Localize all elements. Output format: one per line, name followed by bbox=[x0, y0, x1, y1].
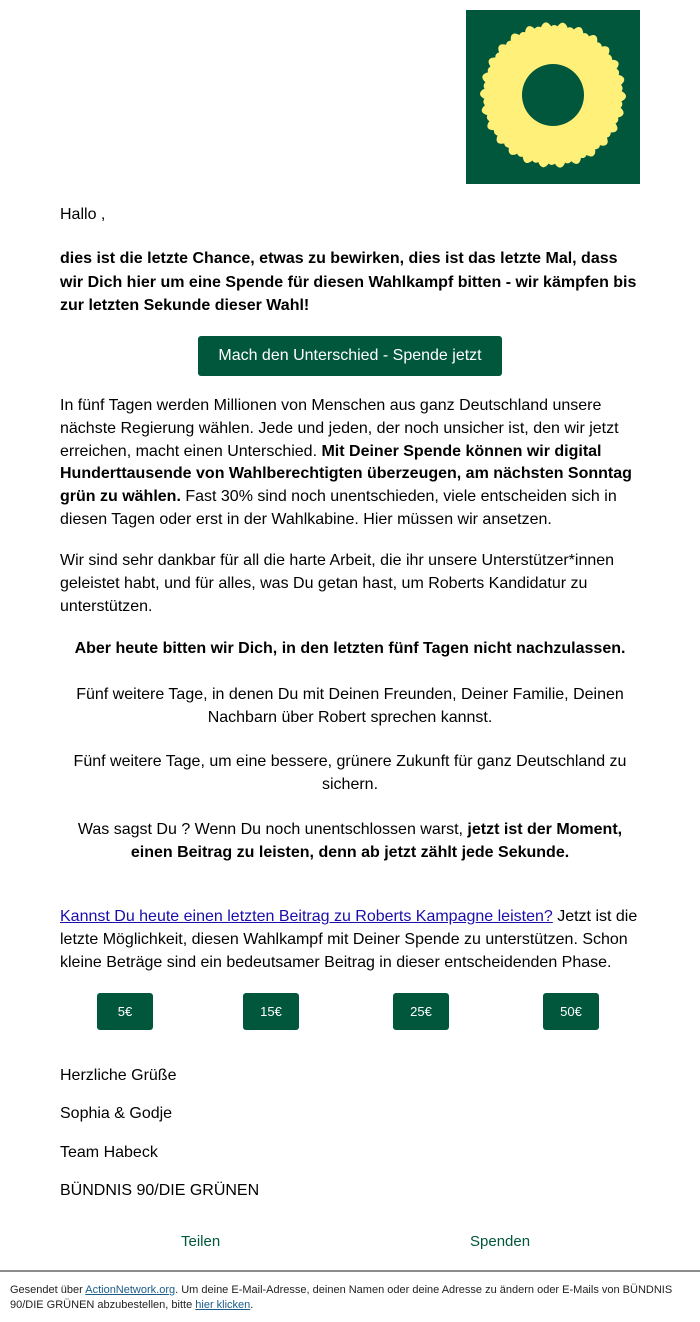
paragraph-election-text-1: In fünf Tagen werden Millionen von Menschen aus ganz Deutschland unsere nächste Regierung wählen. Jede und jeden, der noch unsicher ist, den wir jetzt erreichen, macht einen Unterschied. bbox=[60, 397, 619, 460]
signature-party: BÜNDNIS 90/DIE GRÜNEN bbox=[60, 1182, 260, 1199]
amount-button-15[interactable]: 15€ bbox=[243, 993, 299, 1030]
party-logo bbox=[466, 10, 640, 184]
signature-names: Sophia & Godje bbox=[60, 1105, 173, 1122]
signature-closing: Herzliche Grüße bbox=[60, 1067, 177, 1084]
paragraph-moment bbox=[70, 819, 630, 865]
paragraph-election-bold: Mit Deiner Spende können wir digital Hunderttausende von Wahlberechtigten überzeugen, am nächsten Sonntag grün zu wählen. bbox=[60, 442, 632, 506]
greeting: Hallo , bbox=[60, 206, 106, 223]
contribute-link[interactable]: Kannst Du heute einen letzten Beitrag zu Roberts Kampagne leisten? bbox=[60, 908, 553, 925]
footer-divider bbox=[0, 1270, 700, 1272]
footer-notice bbox=[10, 1283, 680, 1313]
paragraph-contribute-text: Jetzt ist die letzte Möglichkeit, diesen Wahlkampf mit Deiner Spende zu unterstützen. Schon kleine Beträge sind ein bedeutsamer Beitrag in dieser entscheidenden Phase. bbox=[60, 908, 638, 971]
paragraph-five-days-2: Fünf weitere Tage, um eine bessere, grünere Zukunft für ganz Deutschland zu sichern. bbox=[73, 753, 627, 793]
footer-end: . bbox=[250, 1299, 254, 1311]
amount-button-25[interactable]: 25€ bbox=[393, 993, 449, 1030]
footer-text: . Um deine E-Mail-Adresse, deinen Namen oder deine Adresse zu ändern oder E-Mails von BÜNDNIS 90/DIE GRÜNEN abzubestellen, bitte bbox=[10, 1284, 673, 1311]
amount-button-5[interactable]: 5€ bbox=[97, 993, 153, 1030]
paragraph-moment-text: Was sagst Du ? Wenn Du noch unentschlossen warst, bbox=[77, 821, 468, 838]
unsubscribe-link[interactable]: hier klicken bbox=[195, 1299, 251, 1311]
donate-link[interactable]: Spenden bbox=[470, 1233, 531, 1250]
signature-team: Team Habeck bbox=[60, 1144, 158, 1161]
share-link[interactable]: Teilen bbox=[181, 1233, 221, 1250]
paragraph-election-text-2: Fast 30% sind noch unentschieden, viele entscheiden sich in diesen Tagen oder erst in der Wahlkabine. Hier müssen wir ansetzen. bbox=[60, 488, 617, 528]
actionnetwork-link[interactable]: ActionNetwork.org bbox=[85, 1284, 176, 1296]
paragraph-election bbox=[60, 395, 640, 532]
sunflower-icon bbox=[466, 10, 640, 184]
footer-sent-via: Gesendet über bbox=[10, 1284, 86, 1296]
lead-paragraph: dies ist die letzte Chance, etwas zu bewirken, dies ist das letzte Mal, dass wir Dich hier um eine Spende für diesen Wahlkampf bitten - wir kämpfen bis zur letzten Sekunde dieser Wahl! bbox=[60, 250, 637, 314]
paragraph-contribute bbox=[60, 906, 640, 974]
paragraph-thanks: Wir sind sehr dankbar für all die harte Arbeit, die ihr unsere Unterstützer*innen geleistet habt, und für alles, was Du getan hast, um Roberts Kandidatur zu unterstützen. bbox=[60, 552, 615, 615]
paragraph-moment-bold: jetzt ist der Moment, einen Beitrag zu leisten, denn ab jetzt zählt jede Sekunde. bbox=[130, 821, 623, 861]
amount-button-50[interactable]: 50€ bbox=[543, 993, 599, 1030]
paragraph-five-days-1: Fünf weitere Tage, in denen Du mit Deinen Freunden, Deiner Familie, Deinen Nachbarn über Robert sprechen kannst. bbox=[76, 686, 624, 726]
paragraph-appeal: Aber heute bitten wir Dich, in den letzten fünf Tagen nicht nachzulassen. bbox=[74, 640, 626, 657]
donate-now-button[interactable]: Mach den Unterschied - Spende jetzt bbox=[198, 336, 502, 376]
